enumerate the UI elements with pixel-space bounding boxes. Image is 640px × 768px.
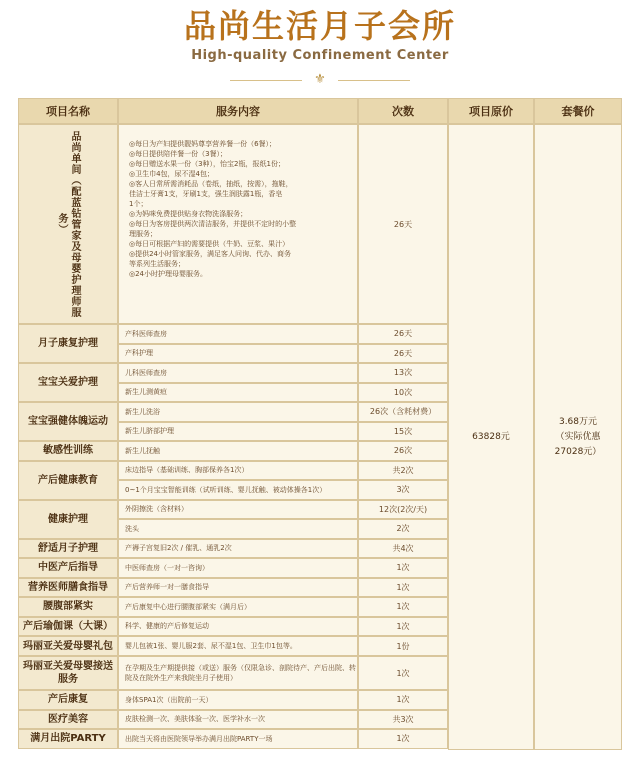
service-line: ◎每日为产妇提供靓妈尊享营养餐一份（6餐）； xyxy=(129,140,277,148)
count-cell: 1次 xyxy=(358,558,448,578)
service-line: ◎每日赠送水果一份（3种），怡宝2瓶，报纸1份； xyxy=(129,160,285,168)
divider-right xyxy=(338,80,410,81)
count-cell: 共4次 xyxy=(358,539,448,559)
service-cell: 产科护理 xyxy=(118,344,358,364)
count-cell: 1次 xyxy=(358,729,448,749)
item-name-cell xyxy=(18,441,118,461)
item-name: 满月出院PARTY xyxy=(30,733,106,745)
suite-count: 26天 xyxy=(358,124,448,324)
count-cell: 1份 xyxy=(358,636,448,656)
service-cell: 皮肤检测一次、美肤体验一次、医学补水一次 xyxy=(118,710,358,730)
original-price: 63828元 xyxy=(448,124,534,750)
item-name: 营养医师膳食指导 xyxy=(28,581,108,593)
item-name: 腰腹部紧实 xyxy=(43,601,93,613)
item-name-suite xyxy=(18,124,118,324)
service-line: 理服务； xyxy=(129,230,157,238)
package-price: 3.68万元 xyxy=(558,416,598,427)
item-name: 敏感性训练 xyxy=(43,445,93,457)
count-cell: 1次 xyxy=(358,690,448,710)
col-header-original-price: 项目原价 xyxy=(448,98,534,124)
service-cell: 产褥子宫复旧2次 / 催乳、通乳2次 xyxy=(118,539,358,559)
item-name-cell xyxy=(18,461,118,500)
service-line: ◎提供24小时管家服务，满足客人问询、代办、商务 xyxy=(129,250,292,258)
service-cell: 身体SPA1次（出院前一天） xyxy=(118,690,358,710)
count-cell: 3次 xyxy=(358,480,448,500)
item-name: 月子康复护理 xyxy=(38,338,98,349)
item-name-cell xyxy=(18,710,118,730)
fleur-de-lis-icon: ⚜ xyxy=(314,72,326,87)
item-name: 健康护理 xyxy=(48,513,88,525)
item-name-cell xyxy=(18,402,118,441)
item-name: 中医产后指导 xyxy=(38,562,98,574)
item-name: 宝宝强健体魄运动 xyxy=(28,416,108,427)
package-note-2: 27028元） xyxy=(554,446,602,457)
count-cell: 26天 xyxy=(358,344,448,364)
item-name: 产后康复 xyxy=(48,694,88,706)
service-cell: 出院当天将由医院领导举办满月出院PARTY一场 xyxy=(118,729,358,749)
service-line: ◎为妈咪免费提供贴身衣物洗涤服务； xyxy=(129,210,248,218)
service-cell: 0~1个月宝宝智能训练（试听训练、婴儿抚触、被动体操各1次） xyxy=(118,480,358,500)
item-name: 玛丽亚关爱母婴接送服务 xyxy=(23,661,113,685)
service-cell: 新生儿抚触 xyxy=(118,441,358,461)
item-name-cell xyxy=(18,597,118,617)
service-line: ◎卫生巾4包，尿不湿4包； xyxy=(129,170,215,178)
service-line: ◎24小时护理母婴服务。 xyxy=(129,270,208,278)
package-note-1: （实际优惠 xyxy=(555,431,601,442)
item-name-cell xyxy=(18,729,118,749)
col-header-service: 服务内容 xyxy=(118,98,358,124)
service-cell: 儿科医师查房 xyxy=(118,363,358,383)
suite-service-list xyxy=(118,124,358,324)
item-name-cell xyxy=(18,539,118,559)
count-cell: 26次（含耗材费） xyxy=(358,402,448,422)
service-cell: 新生儿脐部护理 xyxy=(118,422,358,442)
service-line: ◎每日可根据产妇的需要提供（牛奶、豆浆、果汁） xyxy=(129,240,290,248)
count-cell: 1次 xyxy=(358,617,448,637)
service-cell: 产科医师查房 xyxy=(118,324,358,344)
count-cell: 共2次 xyxy=(358,461,448,481)
item-name: 玛丽亚关爱母婴礼包 xyxy=(23,640,113,652)
item-name-suite-text: 品尚单间（配蓝钻管家及母婴护理师服务） xyxy=(56,130,80,318)
count-cell: 13次 xyxy=(358,363,448,383)
count-cell: 12次(2次/天) xyxy=(358,500,448,520)
count-cell: 15次 xyxy=(358,422,448,442)
item-name-cell xyxy=(18,636,118,656)
count-cell: 10次 xyxy=(358,383,448,403)
service-cell: 新生儿洗浴 xyxy=(118,402,358,422)
count-cell: 2次 xyxy=(358,519,448,539)
item-name: 医疗美容 xyxy=(48,713,88,725)
service-line: 等系列生活服务； xyxy=(129,260,185,268)
count-cell: 26次 xyxy=(358,441,448,461)
count-cell: 1次 xyxy=(358,597,448,617)
item-name-cell xyxy=(18,500,118,539)
count-cell: 共3次 xyxy=(358,710,448,730)
service-cell: 产后康复中心进行腰腹部紧实（满月后） xyxy=(118,597,358,617)
service-cell: 科学、健康的产后修复运动 xyxy=(118,617,358,637)
count-cell: 1次 xyxy=(358,656,448,690)
item-name: 舒适月子护理 xyxy=(38,542,98,554)
col-header-item-name: 项目名称 xyxy=(18,98,118,124)
service-cell: 新生儿测黄疸 xyxy=(118,383,358,403)
col-header-package-price: 套餐价 xyxy=(534,98,622,124)
item-name: 产后瑜伽课（大课） xyxy=(23,620,113,632)
item-name: 宝宝关爱护理 xyxy=(38,377,98,388)
service-line: ◎每日为客房提供两次清洁服务，并提供不定时的小整 xyxy=(129,220,297,228)
service-cell: 婴儿包被1张、婴儿服2套、尿不湿1包、卫生巾1包等。 xyxy=(118,636,358,656)
item-name-cell xyxy=(18,656,118,690)
service-line: 1个； xyxy=(129,200,148,208)
service-line: ◎每日提供陪伴餐一份（3餐）； xyxy=(129,150,228,158)
count-cell: 1次 xyxy=(358,578,448,598)
item-name-cell xyxy=(18,690,118,710)
item-name-cell xyxy=(18,558,118,578)
col-header-count: 次数 xyxy=(358,98,448,124)
item-name-cell xyxy=(18,578,118,598)
item-name: 产后健康教育 xyxy=(38,474,98,486)
count-cell: 26天 xyxy=(358,324,448,344)
item-name-cell xyxy=(18,617,118,637)
divider-left xyxy=(230,80,302,81)
item-name-cell xyxy=(18,324,118,363)
service-cell: 中医师查房（一对一咨询） xyxy=(118,558,358,578)
service-cell: 洗头 xyxy=(118,519,358,539)
service-cell: 在孕期及生产期提供接（或送）服务（仅限急诊、剖院待产、产后出院、转院及在院外生产来我院坐月子使用） xyxy=(118,656,358,690)
page-subtitle: High-quality Confinement Center xyxy=(191,48,449,63)
service-cell: 产后营养师一对一膳食指导 xyxy=(118,578,358,598)
item-name-cell xyxy=(18,363,118,402)
package-table xyxy=(18,98,622,750)
package-price-cell xyxy=(534,124,622,750)
page-title: 品尚生活月子会所 xyxy=(183,7,456,45)
service-line: ◎客人日常所需消耗品（卷纸，抽纸，按需），拖鞋， xyxy=(129,180,293,188)
service-line: 佳洁士牙膏1支，牙刷1支，强生润肤露1瓶，香皂 xyxy=(129,190,283,198)
service-cell: 床边指导（基础训练、胸部保养各1次） xyxy=(118,461,358,481)
service-cell: 外阴擦洗（含材料） xyxy=(118,500,358,520)
